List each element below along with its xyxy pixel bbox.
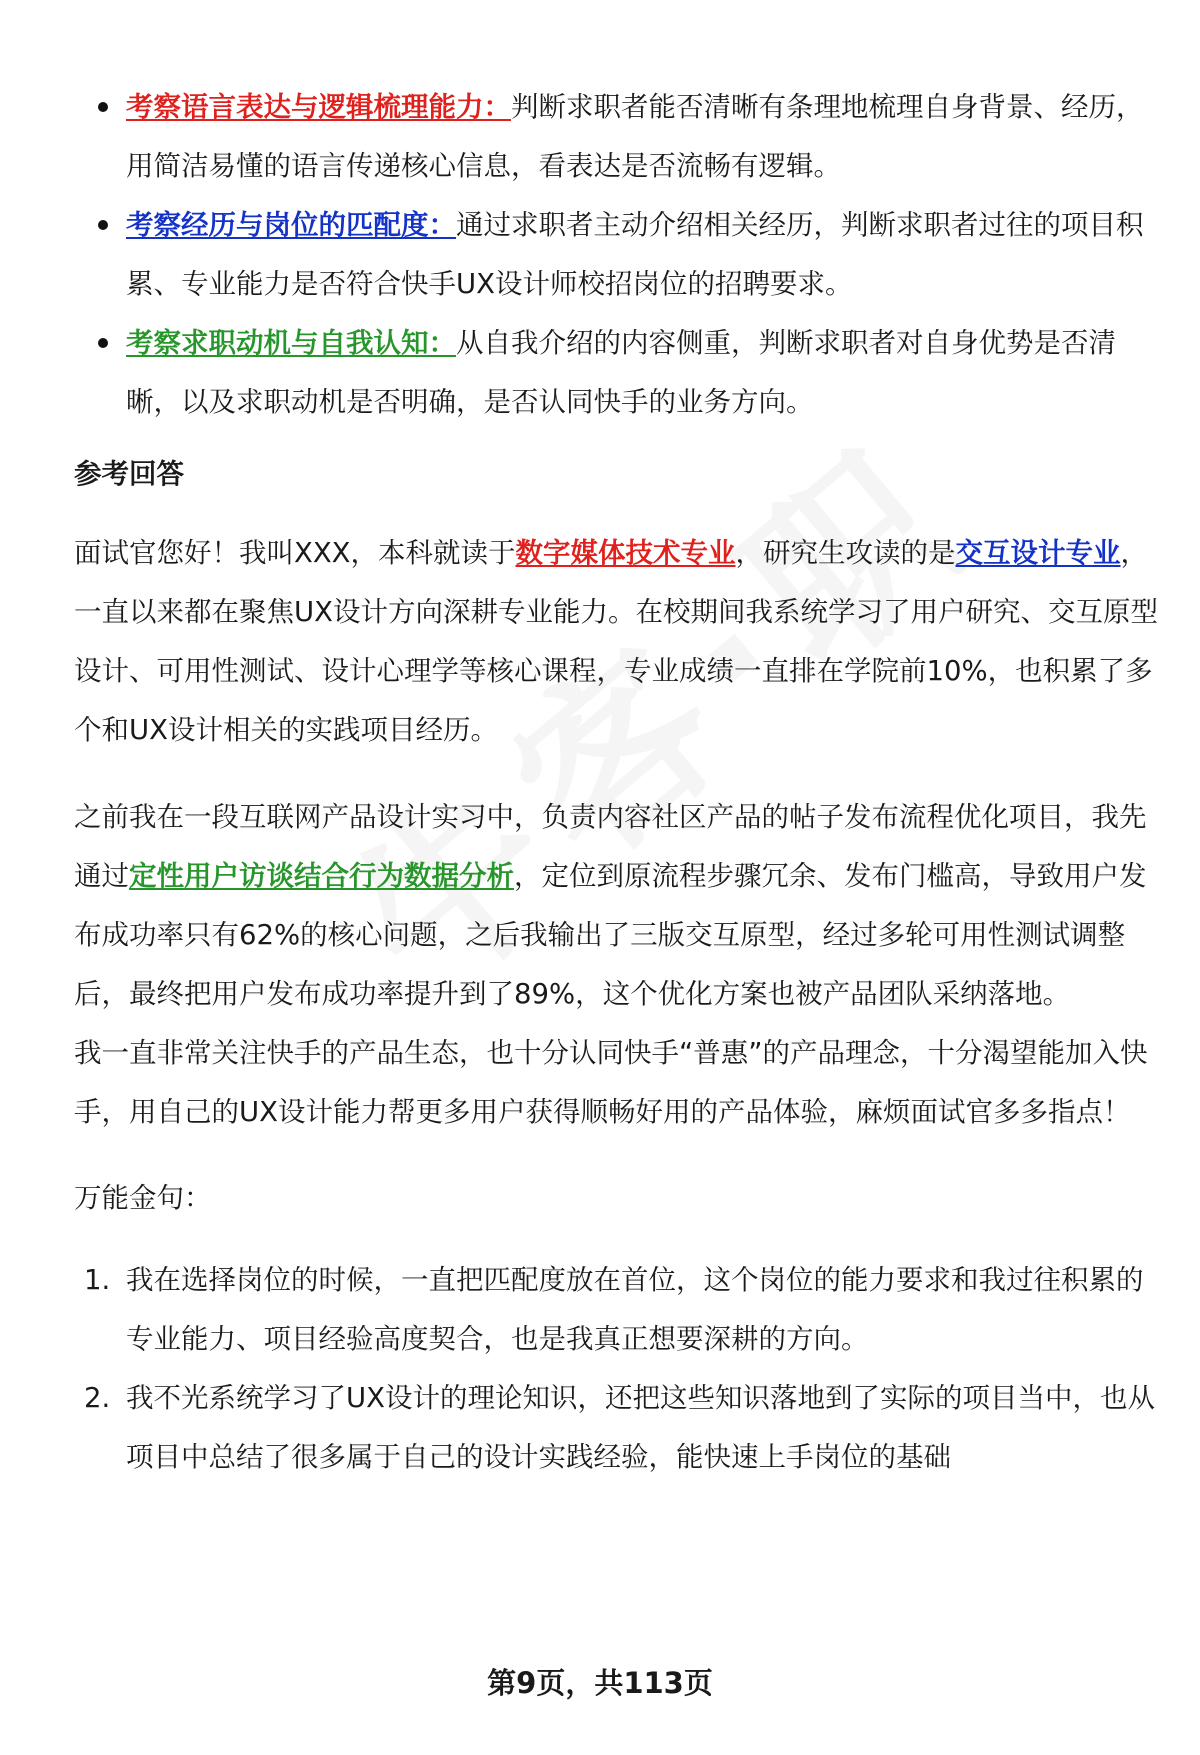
- golden-sentences-title: 万能金句：: [74, 1182, 212, 1214]
- list-item-text: 判断求职者能否清晰有条理地梳理自身背景、经历，用简洁易懂的语言传递核心信息，看表达是否流畅有逻辑。: [126, 91, 1144, 182]
- text: ，定位到原流程步骤冗余、发布门槛高，导致用户发布成功率只有62%的核心问题，之后我输出了三版交互原型，经过多轮可用性测试调整后，最终把用户发布成功率提升到了89%，这个优化方案也被产品团队采纳落地。: [74, 860, 1147, 1010]
- golden-sentences-list: [74, 1251, 1164, 1487]
- document-body: [74, 78, 1164, 1487]
- list-item-text: 我不光系统学习了UX设计的理论知识，还把这些知识落地到了实际的项目当中，也从项目中总结了很多属于自己的设计实践经验，能快速上手岗位的基础: [126, 1382, 1155, 1473]
- text: 面试官您好！我叫XXX，本科就读于: [74, 537, 516, 569]
- text: 之前我在一段互联网产品设计实习中，负责内容社区产品的帖子发布流程优化项目，我先通过: [74, 801, 1147, 892]
- answer-paragraph-3: 我一直非常关注快手的产品生态，也十分认同快手“普惠”的产品理念，十分渴望能加入快手，用自己的UX设计能力帮更多用户获得顺畅好用的产品体验，麻烦面试官多多指点！: [74, 1037, 1148, 1128]
- list-item-text: 我在选择岗位的时候，一直把匹配度放在首位，这个岗位的能力要求和我过往积累的专业能力、项目经验高度契合，也是我真正想要深耕的方向。: [126, 1264, 1144, 1355]
- list-item: [74, 196, 1164, 314]
- text: ，一直以来都在聚焦UX设计方向深耕专业能力。在校期间我系统学习了用户研究、交互原型设计、可用性测试、设计心理学等核心课程，专业成绩一直排在学院前10%，也积累了多个和UX设计相关的实践项目经历。: [74, 537, 1158, 746]
- bullet-dot-icon: [98, 102, 108, 112]
- answer-paragraph-2: [74, 788, 1164, 1024]
- section-title: 参考回答: [74, 458, 184, 490]
- list-item: [74, 1369, 1164, 1487]
- text: ，研究生攻读的是: [735, 537, 956, 569]
- answer-paragraph-1: [74, 524, 1164, 760]
- list-item: [74, 1251, 1164, 1369]
- list-item: [74, 78, 1164, 196]
- highlight-blue: 交互设计专业: [955, 537, 1121, 569]
- list-number: 1.: [84, 1264, 111, 1296]
- bullet-dot-icon: [98, 220, 108, 230]
- bullet-dot-icon: [98, 338, 108, 348]
- list-item: [74, 314, 1164, 432]
- list-item-text: 从自我介绍的内容侧重，判断求职者对自身优势是否清晰，以及求职动机是否明确，是否认同快手的业务方向。: [126, 327, 1116, 418]
- list-item-text: 通过求职者主动介绍相关经历，判断求职者过往的项目积累、专业能力是否符合快手UX设计师校招岗位的招聘要求。: [126, 209, 1144, 300]
- assessment-list: [74, 78, 1164, 432]
- list-number: 2.: [84, 1382, 111, 1414]
- keyword-green: 考察求职动机与自我认知：: [126, 327, 456, 359]
- keyword-red: 考察语言表达与逻辑梳理能力：: [126, 91, 511, 123]
- highlight-red: 数字媒体技术专业: [515, 537, 736, 569]
- keyword-blue: 考察经历与岗位的匹配度：: [126, 209, 456, 241]
- page-number: 第9页，共113页: [487, 1666, 713, 1700]
- highlight-green: 定性用户访谈结合行为数据分析: [129, 860, 514, 892]
